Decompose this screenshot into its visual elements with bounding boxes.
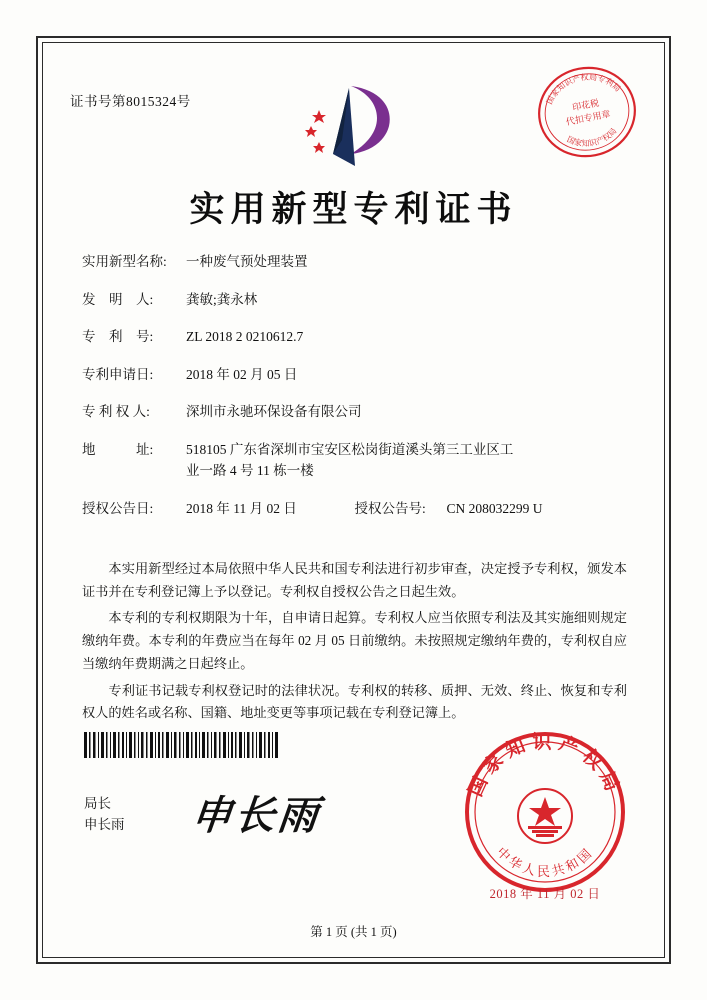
field-value: CN 208032299 U [446, 500, 543, 516]
svg-text:中华人民共和国: 中华人民共和国 [493, 844, 597, 879]
certificate-number: 证书号第8015324号 [70, 94, 191, 109]
legal-text [82, 558, 627, 729]
field-value: 深圳市永驰环保设备有限公司 [186, 404, 362, 420]
field-inventor [82, 292, 627, 308]
page-footer: 第 1 页 (共 1 页) [310, 925, 397, 939]
address-line-1: 518105 广东省深圳市宝安区松岗街道溪头第三工业区工 [186, 441, 514, 457]
field-value: 龚敏;龚永林 [186, 291, 258, 307]
cnipa-logo-icon [289, 80, 419, 172]
field-utility-model-name [82, 254, 627, 270]
paragraph-1: 本实用新型经过本局依照中华人民共和国专利法进行初步审查，决定授予专利权，颁发本证书并在专利登记簿上予以登记。专利权自授权公告之日起生效。 [82, 561, 627, 599]
paragraph-3: 专利证书记载专利权登记时的法律状况。专利权的转移、质押、无效、终止、恢复和专利权人的姓名或名称、国籍、地址变更等事项记载在专利登记簿上。 [82, 682, 627, 721]
field-application-date [82, 367, 627, 383]
svg-text:印花税: 印花税 [571, 97, 600, 113]
page-title: 实用新型专利证书 [189, 190, 518, 229]
director-name: 申长雨 [84, 816, 125, 832]
field-grant-date [82, 501, 355, 517]
address-line-2: 业一路 4 号 11 栋一楼 [186, 463, 314, 479]
field-value: 一种废气预处理装置 [186, 254, 308, 269]
field-label: 发 明 人: [82, 291, 154, 307]
field-grant-announcement [82, 501, 627, 517]
certificate-content [42, 42, 665, 958]
field-label: 专 利 号: [82, 329, 154, 345]
svg-text:代扣专用章: 代扣专用章 [565, 108, 612, 128]
paragraph-2: 本专利的专利权期限为十年，自申请日起算。专利权人应当依照专利法及其实施细则规定缴纳年费。本专利的年费应当在每年 02 月 05 日前缴纳。未按照规定缴纳年费的，专利权自应当缴纳年费期满之日起终止。 [82, 610, 627, 671]
director-label: 局长 [84, 796, 111, 811]
field-label: 地 址: [82, 441, 154, 457]
field-address [82, 442, 627, 479]
field-value [186, 442, 627, 479]
handwritten-signature: 申长雨 [189, 793, 324, 838]
field-label: 实用新型名称: [82, 254, 167, 269]
svg-text:国家知识产权局: 国家知识产权局 [565, 126, 619, 149]
field-label: 授权公告日: [82, 500, 154, 516]
seal-date: 2018 年 11 月 02 日 [489, 887, 601, 901]
svg-text:国家知识产权局: 国家知识产权局 [465, 732, 625, 800]
field-grant-number [355, 501, 628, 517]
field-value: 2018 年 11 月 02 日 [186, 500, 297, 516]
field-label: 专利申请日: [82, 366, 154, 382]
field-label: 授权公告号: [354, 500, 426, 516]
svg-text:国家知识产权局专利局: 国家知识产权局专利局 [544, 72, 623, 106]
barcode [84, 732, 279, 758]
field-patent-number [82, 329, 627, 345]
field-label: 专 利 权 人: [82, 404, 150, 420]
field-value: ZL 2018 2 0210612.7 [186, 329, 304, 345]
field-patentee [82, 404, 627, 420]
signature-block [84, 794, 125, 836]
field-value: 2018 年 02 月 05 日 [186, 366, 298, 382]
tax-stamp-icon [526, 51, 648, 173]
official-seal-icon [461, 728, 629, 896]
field-list [82, 254, 627, 534]
